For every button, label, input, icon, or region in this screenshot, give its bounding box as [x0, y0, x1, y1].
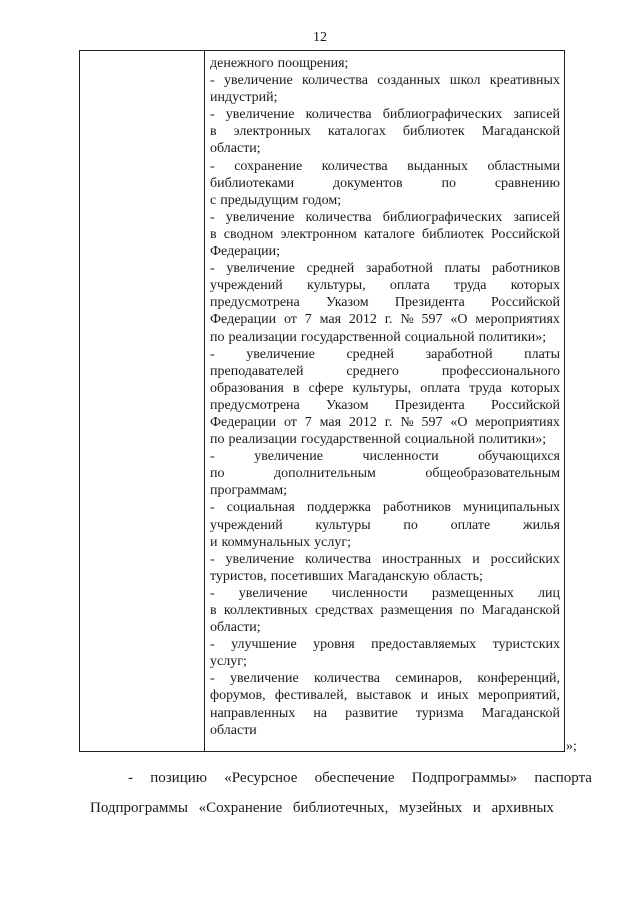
- table-text-line: в электронных каталогах библиотек Магаданской: [210, 124, 560, 140]
- table-text-line: - увеличение количества иностранных и российских: [210, 551, 560, 567]
- table-text-line: образования в сфере культуры, оплата труда которых: [210, 380, 560, 396]
- table-text-line: - социальная поддержка работников муниципальных: [210, 500, 560, 516]
- table-text-line: с предыдущим годом;: [210, 192, 342, 208]
- table-text-line: учреждений культуры, оплата труда которых: [210, 278, 560, 294]
- passport-table: [79, 50, 565, 752]
- table-text-line: индустрий;: [210, 90, 278, 106]
- table-text-line: по реализации государственной социальной политики»;: [210, 432, 547, 448]
- paragraph-subprogram-title: Подпрограммы «Сохранение библиотечных, музейных и архивных: [90, 800, 554, 816]
- page-number: 12: [313, 30, 327, 45]
- table-text-line: и коммунальных услуг;: [210, 534, 351, 550]
- table-text-line: области: [210, 722, 257, 738]
- table-text-line: области;: [210, 141, 261, 157]
- table-text-line: библиотеками документов по сравнению: [210, 175, 560, 191]
- table-right-column: [210, 55, 560, 739]
- table-text-line: предусмотрена Указом Президента Российской: [210, 295, 560, 311]
- table-text-line: учреждений культуры по оплате жилья: [210, 517, 560, 533]
- table-text-line: по дополнительным общеобразовательным: [210, 466, 560, 482]
- table-text-line: услуг;: [210, 654, 247, 670]
- table-text-line: в коллективных средствах размещения по Магаданской: [210, 603, 560, 618]
- table-text-line: форумов, фестивалей, выставок и иных мероприятий,: [210, 688, 560, 704]
- table-text-line: - увеличение средней заработной платы работников: [210, 261, 560, 277]
- paragraph-position-resource: - позицию «Ресурсное обеспечение Подпрограммы» паспорта: [128, 770, 592, 786]
- table-text-line: Федерации;: [210, 244, 281, 260]
- table-text-line: денежного поощрения;: [210, 56, 349, 71]
- table-text-line: направленных на развитие туризма Магаданской: [210, 705, 560, 721]
- table-text-line: - увеличение количества библиографических записей: [210, 107, 560, 123]
- table-text-line: - увеличение численности размещенных лиц: [210, 585, 560, 601]
- table-text-line: преподавателей среднего профессионального: [210, 363, 560, 379]
- table-text-line: туристов, посетивших Магаданскую область;: [210, 568, 483, 584]
- table-text-line: - увеличение количества созданных школ креативных: [210, 73, 560, 89]
- table-text-line: программам;: [210, 483, 288, 499]
- table-text-line: по реализации государственной социальной политики»;: [210, 329, 547, 345]
- table-text-line: области;: [210, 620, 261, 636]
- table-text-line: - сохранение количества выданных областными: [210, 158, 560, 174]
- table-text-line: Федерации от 7 мая 2012 г. № 597 «О мероприятиях: [210, 312, 560, 328]
- table-left-column: [80, 51, 205, 751]
- table-text-line: - увеличение количества семинаров, конференций,: [210, 671, 560, 687]
- table-text-line: - улучшение уровня предоставляемых туристских: [210, 637, 560, 653]
- table-text-line: - увеличение численности обучающихся: [210, 449, 560, 465]
- table-text-line: - увеличение средней заработной платы: [210, 346, 560, 362]
- closing-quote-mark: »;: [566, 739, 577, 754]
- table-text-line: Федерации от 7 мая 2012 г. № 597 «О мероприятиях: [210, 414, 560, 430]
- table-text-line: предусмотрена Указом Президента Российской: [210, 397, 560, 413]
- table-text-line: в сводном электронном каталоге библиотек Российской: [210, 226, 560, 242]
- table-text-line: - увеличение количества библиографических записей: [210, 209, 560, 225]
